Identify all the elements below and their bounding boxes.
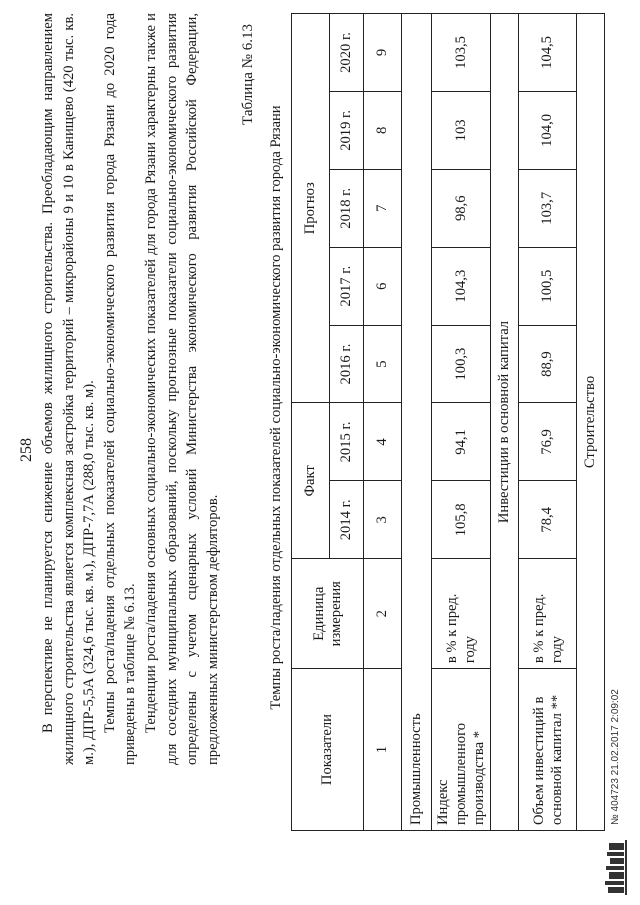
row-indicator: Объем инвестиций в основной капитал ** xyxy=(519,669,577,831)
document-footer: № 404723 21.02.2017 2:09:02 xyxy=(610,689,621,825)
header-year: 2018 г. xyxy=(330,169,364,247)
page-number: 258 xyxy=(18,438,35,462)
row-indicator: Индекс промышленного производства * xyxy=(432,669,491,831)
section-row-industry xyxy=(402,14,432,831)
registry-stamp-icon xyxy=(600,840,628,895)
section-investment: Инвестиции в основной капитал xyxy=(491,14,519,831)
row-value: 88,9 xyxy=(519,325,577,403)
section-construction: Строительство xyxy=(577,14,605,831)
column-number: 6 xyxy=(364,247,402,325)
column-number: 4 xyxy=(364,403,402,481)
row-value: 105,8 xyxy=(432,481,491,559)
table-title: Темпы роста/падения отдельных показателей социально-экономического развития города Рязани xyxy=(268,105,284,710)
indicators-table xyxy=(291,13,605,831)
column-number: 1 xyxy=(364,669,402,831)
row-value: 104,3 xyxy=(432,247,491,325)
header-year: 2020 г. xyxy=(330,14,364,92)
row-value: 100,3 xyxy=(432,325,491,403)
section-row-investment xyxy=(491,14,519,831)
table-row xyxy=(519,14,577,831)
column-number: 3 xyxy=(364,481,402,559)
row-unit: в % к пред. году xyxy=(432,559,491,669)
row-unit: в % к пред. году xyxy=(519,559,577,669)
header-year: 2016 г. xyxy=(330,325,364,403)
paragraph-2: Темпы роста/падения отдельных показателей социально-экономического развития города Рязани до 2020 года приведены в таблице № 6.13. xyxy=(101,13,139,765)
column-number-row xyxy=(364,14,402,831)
header-year: 2015 г. xyxy=(330,403,364,481)
paragraph-1: В перспективе не планируется снижение объемов жилищного строительства. Преобладающим направлением жилищного строительства является комплексная застройка территорий – микрорайоны 9 и 10 в Канищево (420 тыс. кв. м.), ДПР-5,5А (324,6 тыс. кв. м.), ДПР-7,7А (288,0 тыс. кв. м). xyxy=(40,13,98,765)
header-year: 2014 г. xyxy=(330,481,364,559)
header-row-1 xyxy=(292,14,330,831)
column-number: 8 xyxy=(364,91,402,169)
column-number: 2 xyxy=(364,559,402,669)
row-value: 94,1 xyxy=(432,403,491,481)
table-number: Таблица № 6.13 xyxy=(240,24,256,125)
row-value: 104,5 xyxy=(519,14,577,92)
row-value: 103 xyxy=(432,91,491,169)
header-unit: Единица измерения xyxy=(292,559,364,669)
row-value: 103,7 xyxy=(519,169,577,247)
body-text xyxy=(38,13,223,765)
row-value: 76,9 xyxy=(519,403,577,481)
header-fact: Факт xyxy=(292,403,330,559)
table-row xyxy=(432,14,491,831)
header-year: 2019 г. xyxy=(330,91,364,169)
column-number: 9 xyxy=(364,14,402,92)
header-forecast: Прогноз xyxy=(292,14,330,404)
row-value: 78,4 xyxy=(519,481,577,559)
row-value: 103,5 xyxy=(432,14,491,92)
section-industry: Промышленность xyxy=(402,14,432,831)
row-value: 104,0 xyxy=(519,91,577,169)
header-year: 2017 г. xyxy=(330,247,364,325)
column-number: 7 xyxy=(364,169,402,247)
header-indicators: Показатели xyxy=(292,669,364,831)
row-value: 100,5 xyxy=(519,247,577,325)
section-row-construction xyxy=(577,14,605,831)
paragraph-3: Тенденции роста/падения основных социально-экономических показателей для города Рязани характерны также и для соседних муниципальных образований, поскольку прогнозные показатели социально-экономического развития определены с учетом сценарных условий Министерства экономического развития Российской Федерации, предложенных министерством дефляторов. xyxy=(142,13,221,765)
column-number: 5 xyxy=(364,325,402,403)
row-value: 98,6 xyxy=(432,169,491,247)
